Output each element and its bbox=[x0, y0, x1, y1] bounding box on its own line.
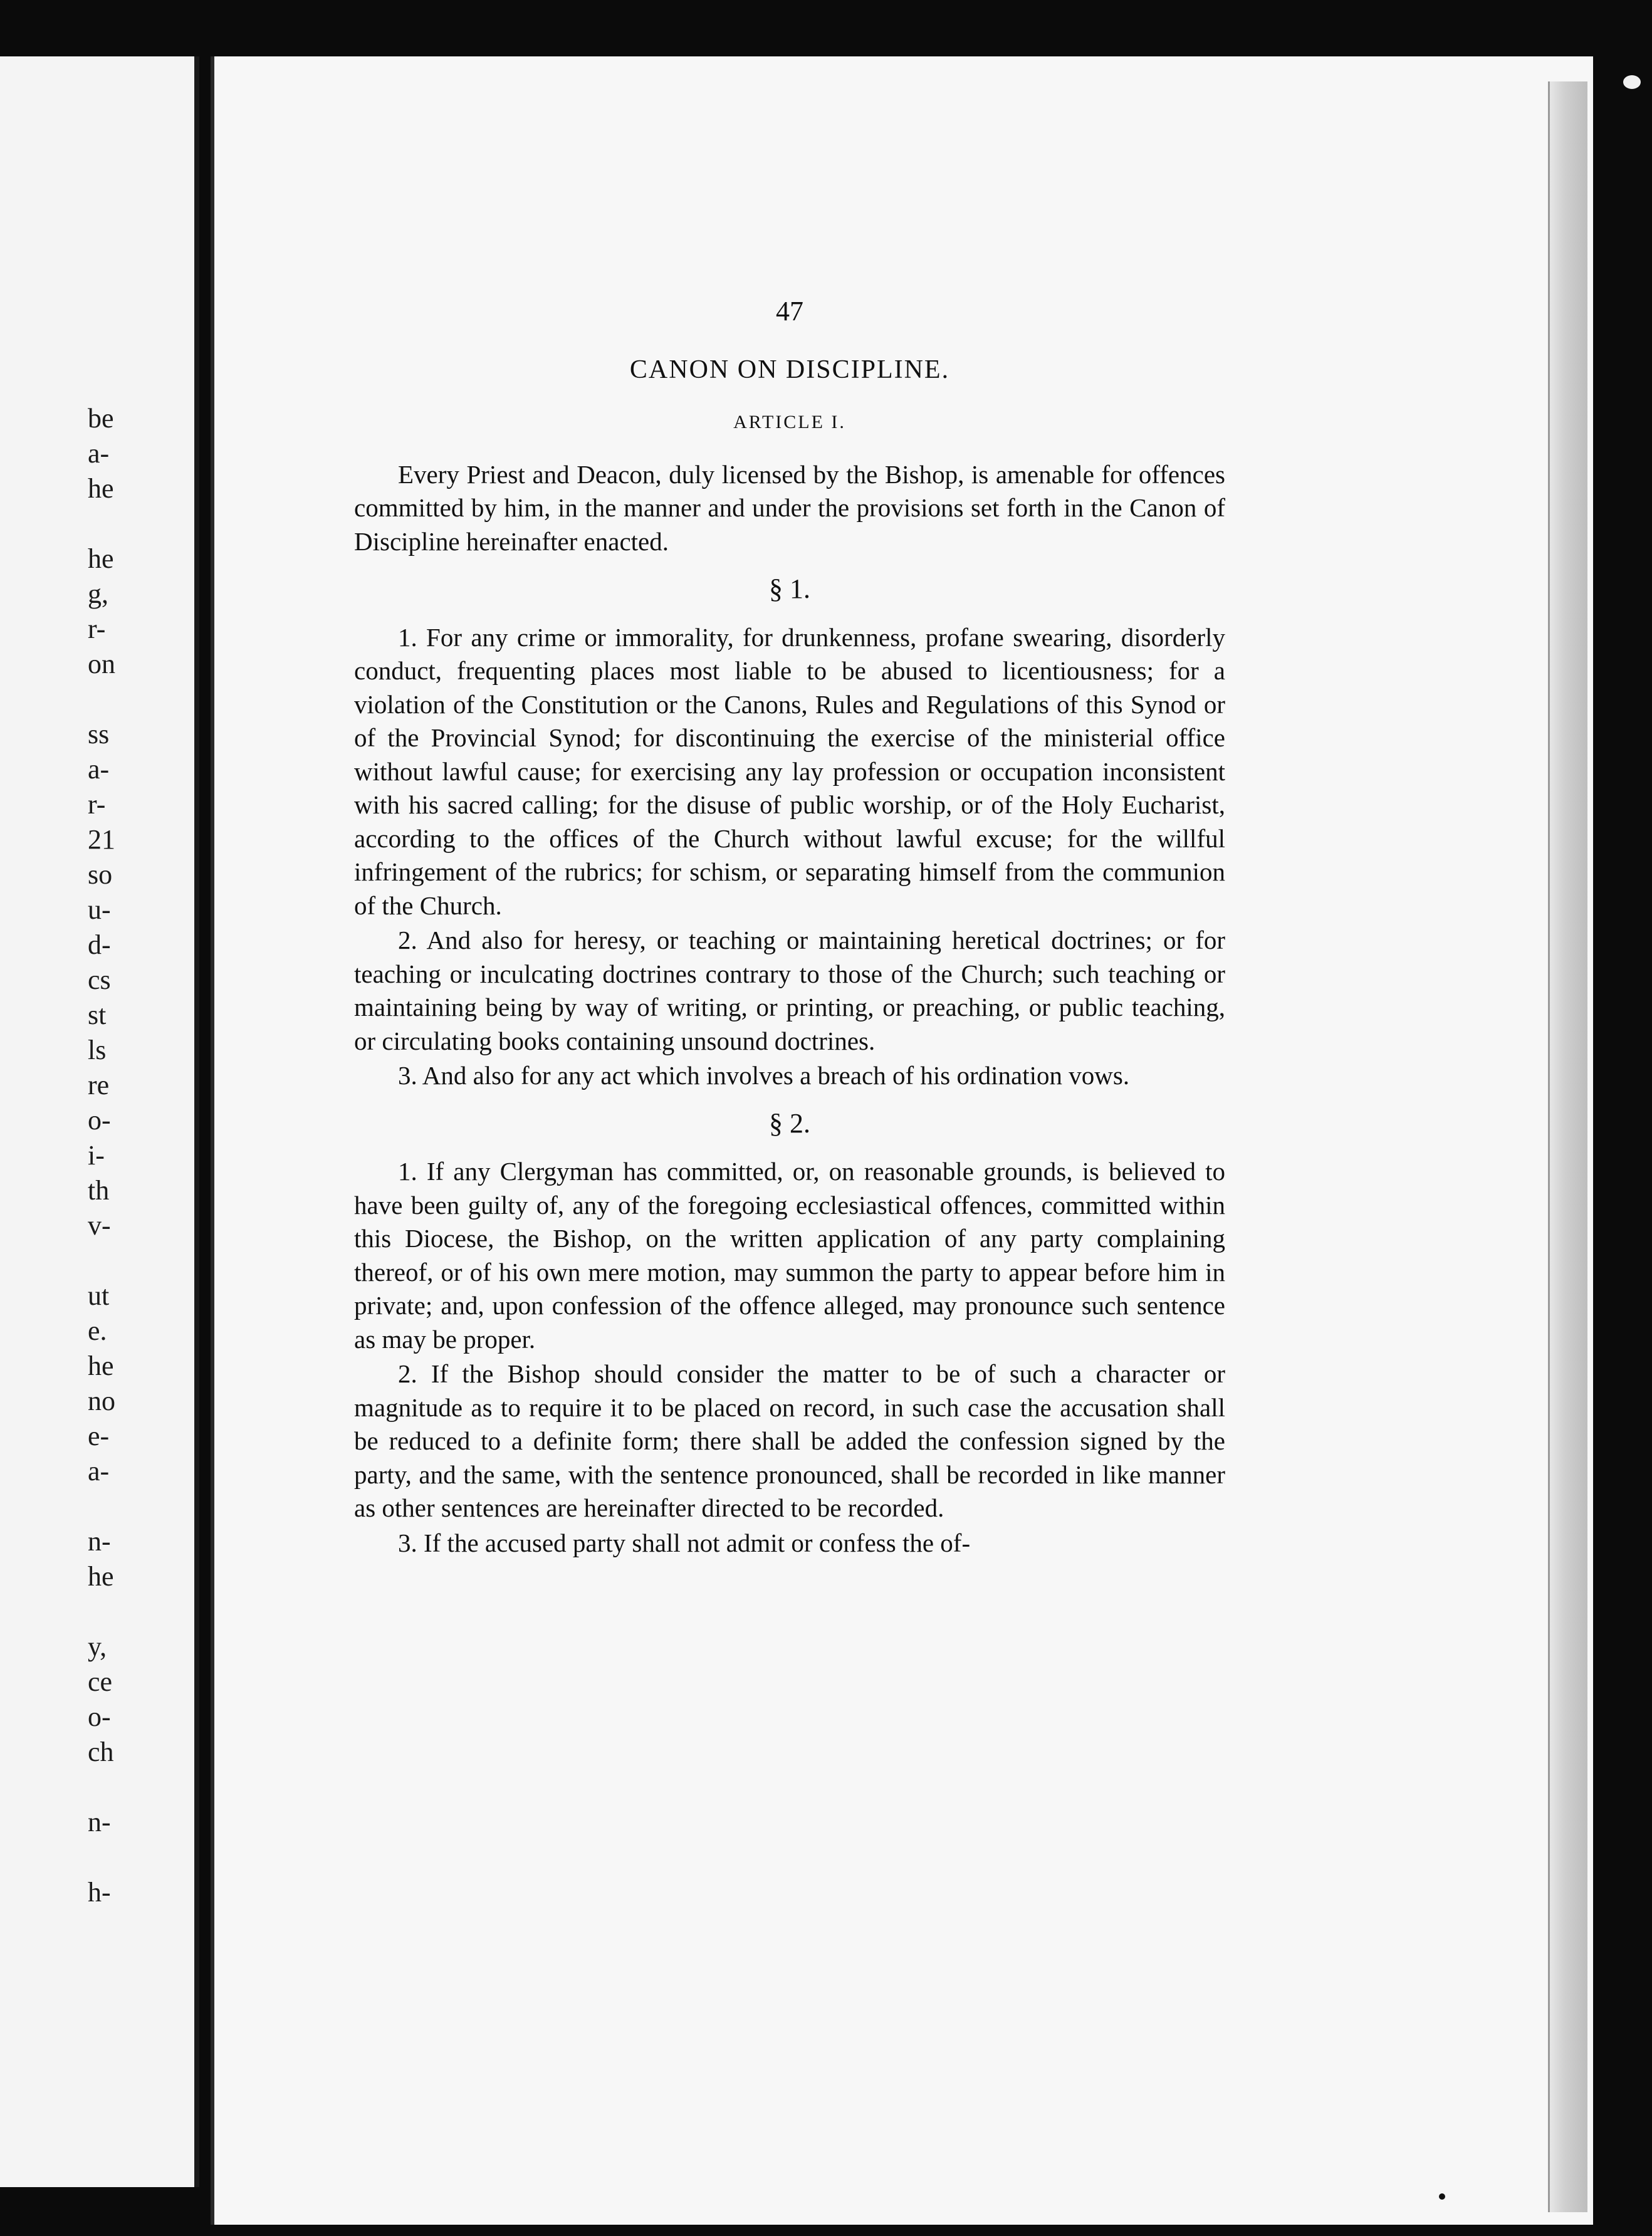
facing-page-fragment bbox=[88, 1594, 188, 1629]
page-text bbox=[354, 295, 1225, 1560]
facing-page-fragment: h- bbox=[88, 1877, 111, 1908]
canon-title: CANON ON DISCIPLINE. bbox=[629, 355, 950, 384]
page-number: 47 bbox=[776, 296, 803, 327]
facing-page-fragment bbox=[88, 1489, 188, 1524]
facing-page-fragment: g, bbox=[88, 578, 108, 609]
paragraph: 1. If any Clergyman has committed, or, on reasonable grounds, is believed to have been guilty of, any of the foregoing ecclesiastical offences, committed within this Diocese, the Bishop, on the written application of any party complaining thereof, or of his own mere motion, may summon the party to appear before him in private; and, upon confession of the offence alleged, may pronounce such sentence as may be proper. bbox=[354, 1157, 1225, 1354]
facing-page-fragment: y, bbox=[88, 1631, 107, 1662]
facing-page-fragment: he bbox=[88, 473, 114, 504]
facing-page-fragment: i- bbox=[88, 1140, 105, 1171]
facing-page-fragment: re bbox=[88, 1070, 110, 1100]
facing-page-fragment: ut bbox=[88, 1280, 110, 1311]
facing-page-fragment: ss bbox=[88, 719, 110, 750]
facing-page-fragment: th bbox=[88, 1175, 110, 1206]
facing-page-fragment: v- bbox=[88, 1210, 111, 1241]
facing-page-fragment: so bbox=[88, 859, 113, 890]
facing-page-fragment: a- bbox=[88, 754, 110, 785]
facing-page-fragment: no bbox=[88, 1386, 115, 1416]
facing-page-fragment: a- bbox=[88, 1456, 110, 1486]
facing-page bbox=[0, 56, 199, 2187]
facing-page-fragment: d- bbox=[88, 929, 111, 960]
facing-page-fragment: cs bbox=[88, 964, 111, 995]
facing-page-fragment bbox=[88, 506, 188, 541]
facing-page-fragment: on bbox=[88, 649, 115, 679]
paragraph: 3. If the accused party shall not admit or confess the of- bbox=[398, 1528, 971, 1557]
facing-page-fragment: a- bbox=[88, 438, 110, 469]
facing-page-text-fragments bbox=[88, 401, 188, 1910]
facing-page-fragment: he bbox=[88, 543, 114, 574]
paragraph: 1. For any crime or immorality, for drunkenness, profane swearing, disorderly conduct, frequenting places most liable to be abused to licentiousness; for a violation of the Constitution or the Canons, Rules and Regulations of this Synod or of the Provincial Synod; for discontinuing the exercise of the ministerial office without lawful cause; for exercising any lay profession or occupation inconsistent with his sacred calling; for the disuse of public worship, or of the Holy Eucharist, according to the offices of the Church without lawful excuse; for the willful infringement of the rubrics; for schism, or separating himself from the communion of the Church. bbox=[354, 622, 1225, 920]
facing-page-fragment: n- bbox=[88, 1807, 111, 1837]
facing-page-fragment: e- bbox=[88, 1421, 110, 1451]
facing-page-fragment bbox=[88, 1840, 188, 1875]
facing-page-fragment: o- bbox=[88, 1701, 111, 1732]
facing-page-fragment: ch bbox=[88, 1737, 114, 1767]
section-heading: § 1. bbox=[769, 573, 810, 604]
facing-page-fragment: ce bbox=[88, 1666, 113, 1697]
facing-page-fragment: n- bbox=[88, 1526, 111, 1557]
facing-page-fragment: be bbox=[88, 403, 114, 434]
paragraph: 2. And also for heresy, or teaching or maintaining heretical doctrines; or for teaching or inculcating doctrines contrary to those of the Church; such teaching or maintaining being by way of writing, or printing, or preaching, or public teaching, or circulating books containing unsound doctrines. bbox=[354, 926, 1225, 1055]
facing-page-fragment: ls bbox=[88, 1035, 107, 1065]
page-edge bbox=[1548, 81, 1587, 2212]
facing-page-fragment: o- bbox=[88, 1105, 111, 1136]
facing-page-fragment: r- bbox=[88, 614, 106, 644]
scan-speck bbox=[1623, 75, 1641, 89]
facing-page-fragment: he bbox=[88, 1561, 114, 1592]
section-heading: § 2. bbox=[769, 1107, 810, 1139]
facing-page-fragment: r- bbox=[88, 789, 106, 820]
facing-page-fragment: 21 bbox=[88, 824, 115, 855]
facing-page-fragment: st bbox=[88, 1000, 107, 1030]
scan-speck bbox=[1439, 2193, 1445, 2200]
paragraph: 2. If the Bishop should consider the matter to be of such a character or magnitude as to require it to be placed on record, in such case the accusation shall be reduced to a definite form; there shall be added the confession signed by the party, and the same, with the sentence pronounced, shall be recorded in like manner as other sentences are hereinafter directed to be recorded. bbox=[354, 1359, 1225, 1522]
facing-page-fragment bbox=[88, 1770, 188, 1805]
facing-page-fragment bbox=[88, 682, 188, 717]
article-heading: ARTICLE I. bbox=[733, 412, 846, 432]
intro-paragraph: Every Priest and Deacon, duly licensed by the Bishop, is amenable for offences committed by him, in the manner and under the provisions set forth in the Canon of Discipline hereinafter enacted. bbox=[354, 459, 1225, 556]
facing-page-fragment: u- bbox=[88, 894, 111, 925]
facing-page-fragment: he bbox=[88, 1350, 114, 1381]
facing-page-fragment: e. bbox=[88, 1315, 107, 1346]
paragraph: 3. And also for any act which involves a breach of his ordination vows. bbox=[398, 1061, 1130, 1090]
facing-page-fragment bbox=[88, 1243, 188, 1278]
